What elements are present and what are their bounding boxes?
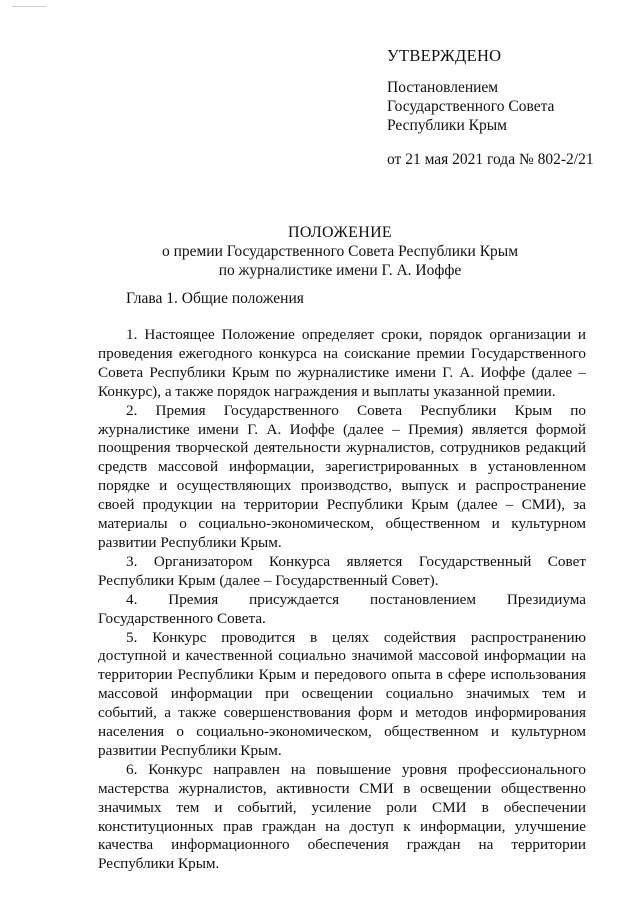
paragraph-1: 1. Настоящее Положение определяет сроки, порядок организации и проведения ежегодного конкурса на соискание премии Государственного Совета Республики Крым по журналистике имени Г. А. Иоффе (далее – Конкурс), а также порядок награждения и выплаты указанной премии. [98, 326, 586, 400]
document-body [98, 326, 586, 874]
title-sub-2: по журналистике имени Г. А. Иоффе [218, 262, 462, 279]
paragraph-2: 2. Премия Государственного Совета Республики Крым по журналистике имени Г. А. Иоффе (далее – Премия) является формой поощрения творческой деятельности журналистов, сотрудников редакций средств массовой информации, зарегистрированных в установленном порядке и осуществляющих производство, выпуск и распространение своей продукции на территории Республики Крым (далее – СМИ), за материалы о социально-экономическом, общественном и культурном развитии Республики Крым. [98, 401, 586, 551]
title-main: ПОЛОЖЕНИЕ [287, 224, 392, 241]
title-sub-1: о премии Государственного Совета Республики Крым [161, 243, 519, 260]
chapter-heading: Глава 1. Общие положения [126, 290, 304, 307]
approval-block [387, 46, 627, 169]
scan-mark [12, 6, 46, 7]
paragraph-3: 3. Организатором Конкурса является Государственный Совет Республики Крым (далее – Государственный Совет). [98, 552, 586, 589]
approval-line-2: Государственного Совета [387, 98, 555, 115]
paragraph-4: 4. Премия присуждается постановлением Президиума Государственного Совета. [98, 590, 586, 627]
approval-date: от 21 мая 2021 года № 802-2/21 [387, 151, 594, 168]
paragraph-6: 6. Конкурс направлен на повышение уровня профессионального мастерства журналистов, активности СМИ в освещении общественно значимых тем и событий, усиление роли СМИ в обеспечении конституционных прав граждан на доступ к информации, улучшение качества информационного обеспечения граждан на территории Республики Крым. [98, 760, 586, 873]
approval-line-3: Республики Крым [387, 117, 507, 134]
approval-line-1: Постановлением [387, 79, 499, 96]
document-title [110, 223, 570, 280]
paragraph-5: 5. Конкурс проводится в целях содействия распространению доступной и качественной социально значимой массовой информации на территории Республики Крым и передового опыта в сфере использования массовой информации при освещении социально значимых тем и событий, а также совершенствования форм и методов информирования населения о социально-экономическом, общественном и культурном развитии Республики Крым. [98, 628, 586, 759]
approval-heading: УТВЕРЖДЕНО [387, 46, 502, 65]
